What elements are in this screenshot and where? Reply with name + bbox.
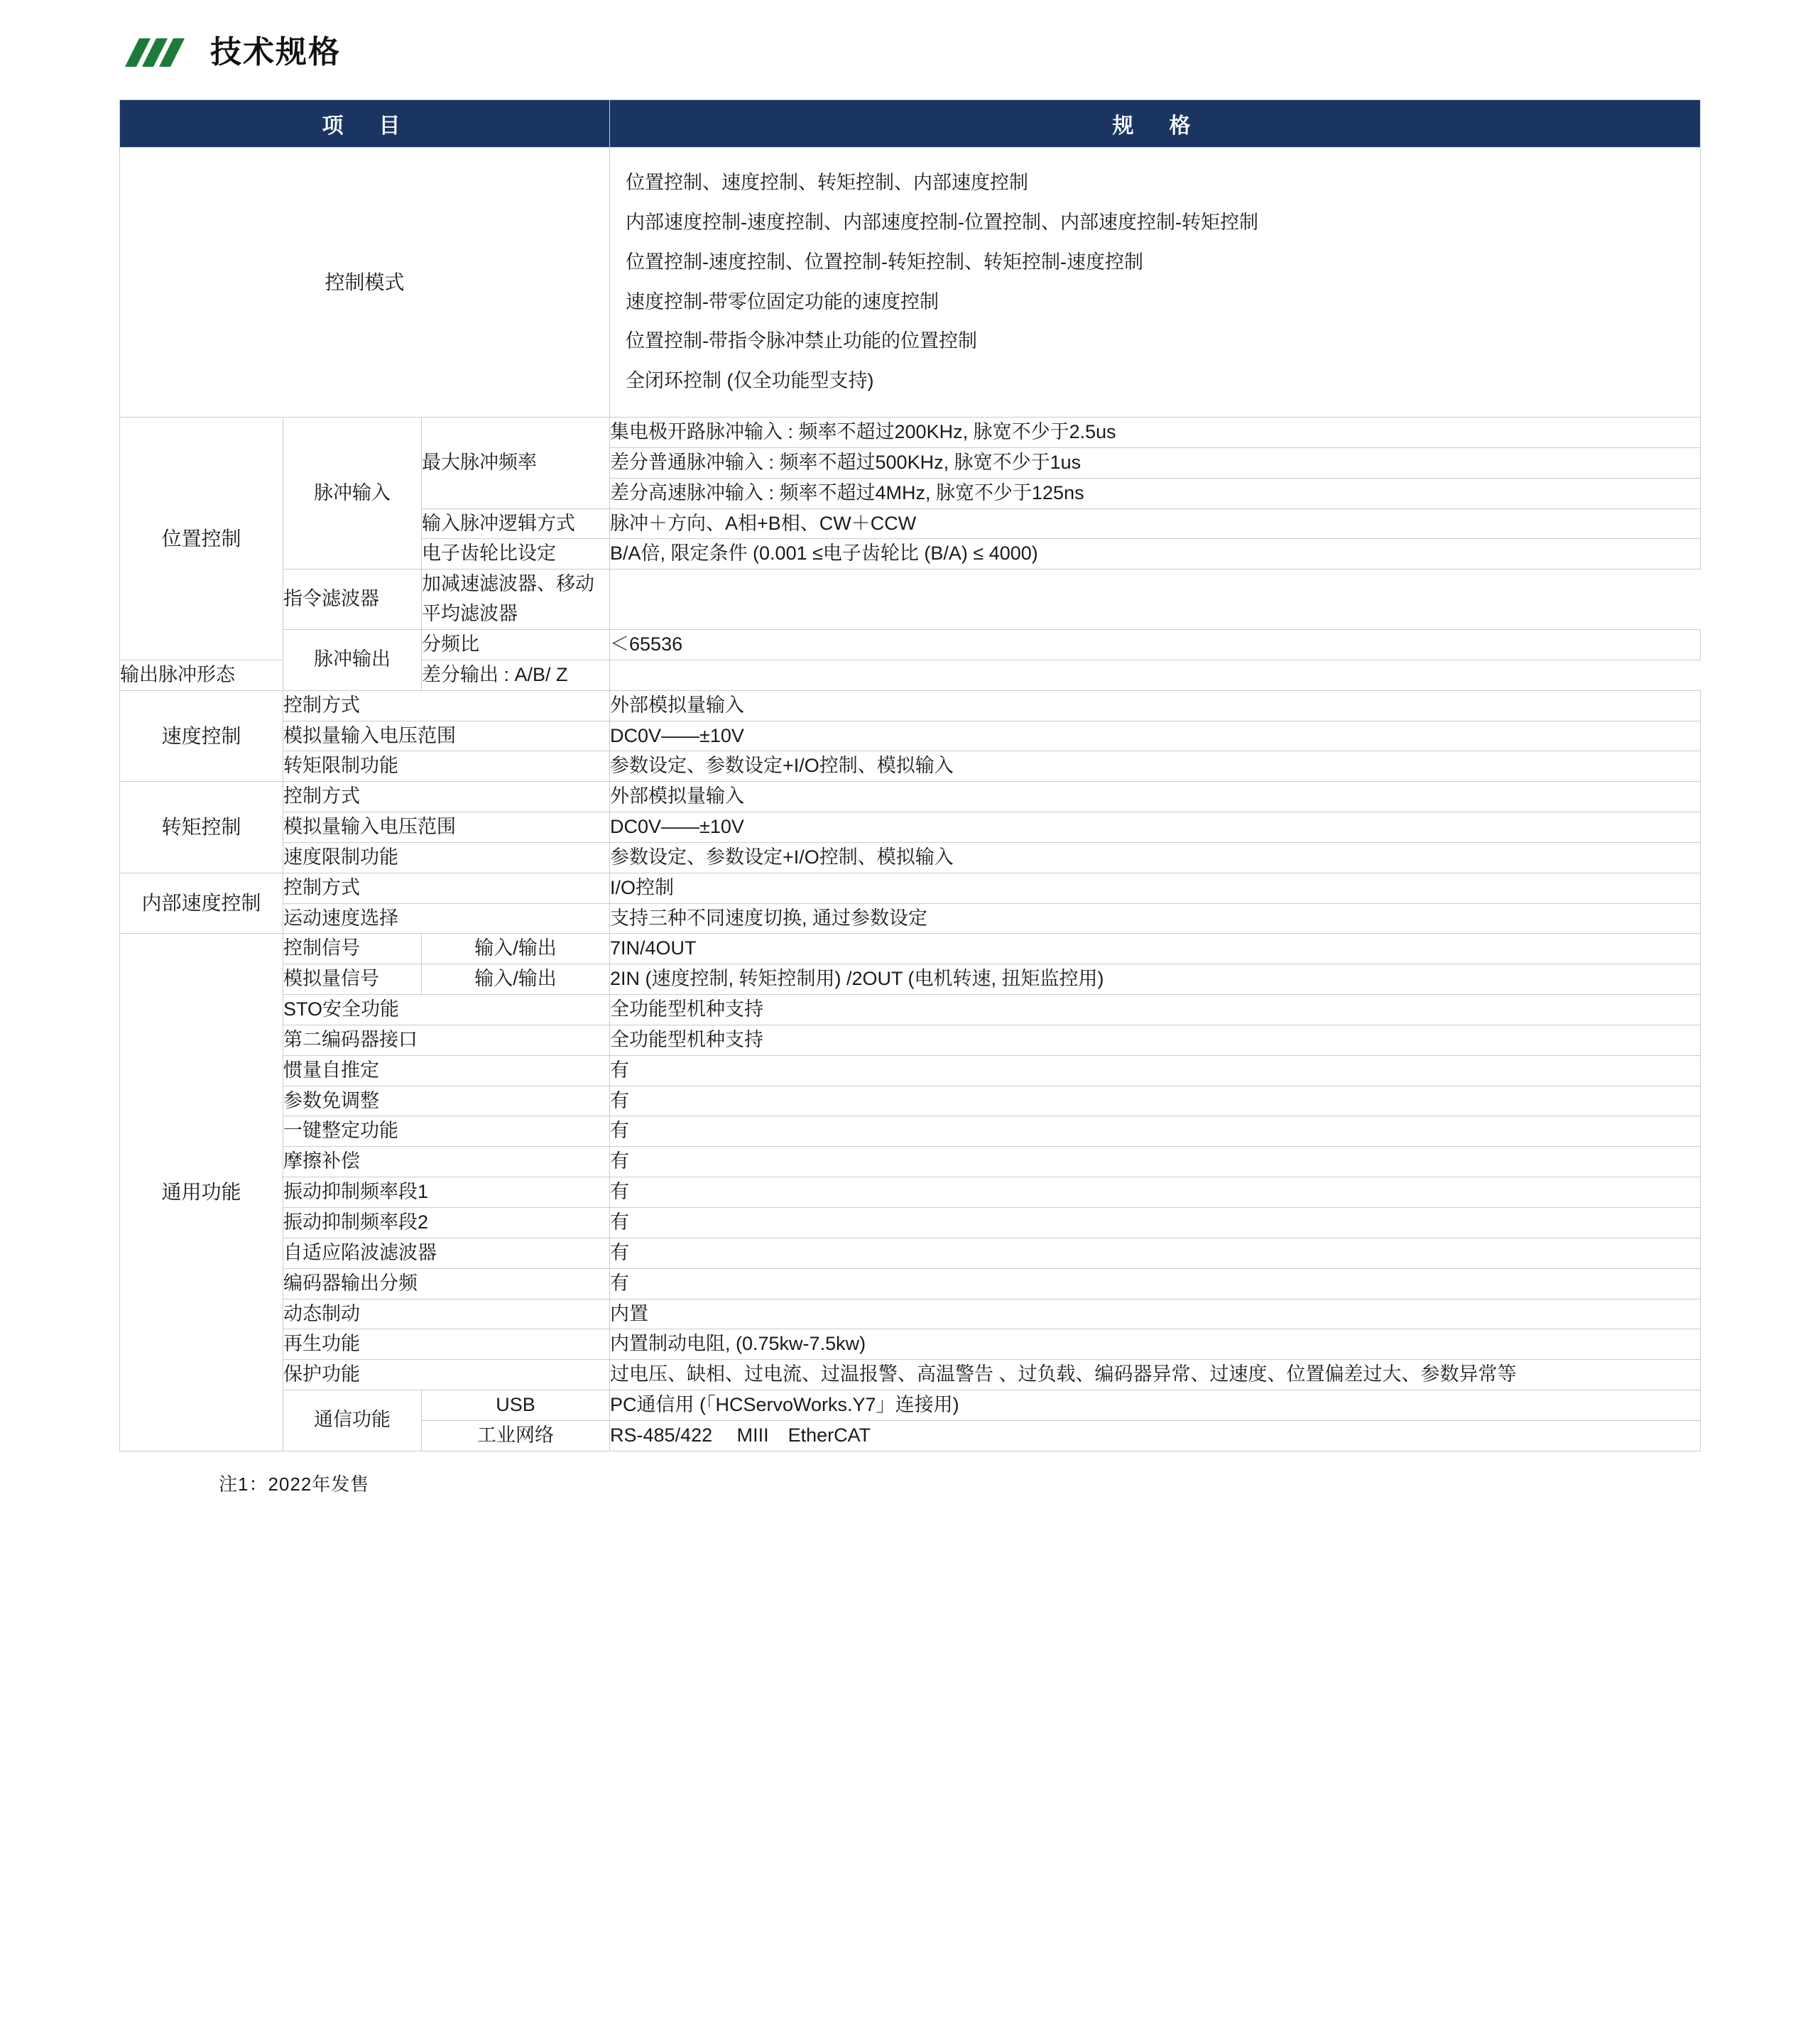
row-label-communication: 通信功能 [283, 1390, 422, 1451]
row-label-control-signal: 控制信号 [283, 934, 422, 964]
row-value-second-encoder: 全功能型机种支持 [610, 1025, 1701, 1055]
row-value-gear-ratio: B/A倍, 限定条件 (0.001 ≤电子齿轮比 (B/A) ≤ 4000) [610, 539, 1701, 570]
row-value-tuning-free: 有 [610, 1086, 1701, 1116]
row-value-speed-analog-range: DC0V——±10V [610, 721, 1701, 751]
control-mode-line: 位置控制-带指令脉冲禁止功能的位置控制 [626, 330, 978, 352]
column-header-spec: 规 格 [610, 100, 1701, 148]
row-label-cmd-filter: 指令滤波器 [283, 570, 422, 630]
table-row [120, 1360, 1701, 1390]
document-header [0, 0, 1820, 68]
row-value-industrial-network: RS-485/422 MIII EtherCAT [610, 1420, 1701, 1451]
row-label-pulse-input: 脉冲输入 [283, 418, 422, 570]
row-label-position-control: 位置控制 [120, 418, 283, 660]
table-row [120, 842, 1701, 873]
row-label-gear-ratio: 电子齿轮比设定 [422, 539, 610, 570]
row-label-torque-control: 转矩控制 [120, 782, 283, 873]
control-mode-line: 位置控制、速度控制、转矩控制、内部速度控制 [626, 172, 1029, 193]
table-row [120, 1390, 1701, 1421]
row-value-cmd-filter: 加减速滤波器、移动平均滤波器 [422, 570, 610, 630]
row-value-control-mode [610, 148, 1701, 418]
table-row [120, 1268, 1701, 1299]
table-row [120, 1208, 1701, 1238]
table-row [120, 903, 1701, 934]
row-value-inertia-estimate: 有 [610, 1055, 1701, 1086]
row-value-speed-limit: 参数设定、参数设定+I/O控制、模拟输入 [610, 842, 1701, 873]
row-label-motion-speed-select: 运动速度选择 [283, 903, 610, 934]
row-sub-control-signal-io: 输入/输出 [422, 934, 610, 964]
row-value-control-signal: 7IN/4OUT [610, 934, 1701, 964]
row-value-speed-ctrl-method: 外部模拟量输入 [610, 690, 1701, 721]
row-label-speed-analog-range: 模拟量输入电压范围 [283, 721, 610, 751]
column-header-item: 项 目 [120, 100, 610, 148]
row-value-internal-ctrl-method: I/O控制 [610, 873, 1701, 903]
row-label-vib-suppress-1: 振动抑制频率段1 [283, 1177, 610, 1208]
row-value-analog-signal: 2IN (速度控制, 转矩控制用) /2OUT (电机转速, 扭矩监控用) [610, 964, 1701, 995]
row-label-regeneration: 再生功能 [283, 1329, 610, 1360]
row-label-protection: 保护功能 [283, 1360, 610, 1390]
row-value-regeneration: 内置制动电阻, (0.75kw-7.5kw) [610, 1329, 1701, 1360]
table-row [120, 629, 1701, 660]
row-value-torque-analog-range: DC0V——±10V [610, 812, 1701, 843]
row-value-divider-ratio: ＜65536 [610, 629, 1701, 660]
row-value-dynamic-brake: 内置 [610, 1299, 1701, 1329]
row-label-max-pulse-freq: 最大脉冲频率 [422, 418, 610, 509]
row-label-dynamic-brake: 动态制动 [283, 1299, 610, 1329]
table-row [120, 751, 1701, 782]
row-label-speed-limit: 速度限制功能 [283, 842, 610, 873]
row-label-general-function: 通用功能 [120, 934, 283, 1451]
table-row [120, 1055, 1701, 1086]
control-mode-line: 内部速度控制-速度控制、内部速度控制-位置控制、内部速度控制-转矩控制 [626, 211, 1258, 233]
row-label-tuning-free: 参数免调整 [283, 1086, 610, 1116]
table-row [120, 782, 1701, 812]
row-value-sto: 全功能型机种支持 [610, 995, 1701, 1025]
table-row [120, 148, 1701, 418]
row-label-industrial-network: 工业网络 [422, 1420, 610, 1451]
table-row [120, 690, 1701, 721]
row-value-torque-limit: 参数设定、参数设定+I/O控制、模拟输入 [610, 751, 1701, 782]
row-sub-analog-signal-io: 输入/输出 [422, 964, 610, 995]
row-value-max-pulse-freq-2: 差分普通脉冲输入 : 频率不超过500KHz, 脉宽不少于1us [610, 447, 1701, 478]
row-label-internal-ctrl-method: 控制方式 [283, 873, 610, 903]
row-value-protection: 过电压、缺相、过电流、过温报警、高温警告 、过负载、编码器异常、过速度、位置偏差过大、参数异常等 [610, 1360, 1701, 1390]
table-row [120, 418, 1701, 448]
spec-table-container [119, 99, 1701, 1496]
row-label-encoder-output-div: 编码器输出分频 [283, 1268, 610, 1299]
table-row [120, 934, 1701, 964]
table-row [120, 873, 1701, 903]
row-label-sto: STO安全功能 [283, 995, 610, 1025]
table-row [120, 995, 1701, 1025]
page-title: 技术规格 [210, 35, 341, 70]
row-value-max-pulse-freq-1: 集电极开路脉冲输入 : 频率不超过200KHz, 脉宽不少于2.5us [610, 418, 1701, 448]
row-label-inertia-estimate: 惯量自推定 [283, 1055, 610, 1086]
table-row [120, 721, 1701, 751]
row-value-pulse-logic: 脉冲＋方向、A相+B相、CW＋CCW [610, 508, 1701, 539]
table-row [120, 1299, 1701, 1329]
row-label-torque-ctrl-method: 控制方式 [283, 782, 610, 812]
row-value-output-pulse-form: 差分输出 : A/B/ Z [422, 660, 610, 690]
control-mode-line: 位置控制-速度控制、位置控制-转矩控制、转矩控制-速度控制 [626, 251, 1143, 273]
row-label-one-key-tuning: 一键整定功能 [283, 1116, 610, 1147]
row-label-output-pulse-form: 输出脉冲形态 [120, 660, 283, 690]
table-row [120, 1238, 1701, 1268]
row-label-pulse-logic: 输入脉冲逻辑方式 [422, 508, 610, 539]
row-label-vib-suppress-2: 振动抑制频率段2 [283, 1208, 610, 1238]
row-label-pulse-output: 脉冲输出 [283, 629, 422, 690]
control-mode-line: 速度控制-带零位固定功能的速度控制 [626, 290, 939, 312]
footnote: 注1：2022年发售 [219, 1473, 370, 1495]
row-value-usb: PC通信用 (「HCServoWorks.Y7」连接用) [610, 1390, 1701, 1421]
row-value-torque-ctrl-method: 外部模拟量输入 [610, 782, 1701, 812]
row-label-speed-ctrl-method: 控制方式 [283, 690, 610, 721]
spec-table [119, 99, 1701, 1451]
row-value-vib-suppress-2: 有 [610, 1208, 1701, 1238]
control-mode-line: 全闭环控制 (仅全功能型支持) [626, 370, 874, 392]
table-row [120, 812, 1701, 843]
row-value-one-key-tuning: 有 [610, 1116, 1701, 1147]
row-label-adaptive-notch: 自适应陷波滤波器 [283, 1238, 610, 1268]
row-label-speed-control: 速度控制 [120, 690, 283, 782]
row-label-torque-analog-range: 模拟量输入电压范围 [283, 812, 610, 843]
row-label-usb: USB [422, 1390, 610, 1421]
table-header [120, 100, 1701, 148]
row-label-second-encoder: 第二编码器接口 [283, 1025, 610, 1055]
row-value-vib-suppress-1: 有 [610, 1177, 1701, 1208]
parallelogram-stripes-logo-icon [119, 34, 193, 71]
table-row [120, 570, 1701, 630]
table-row [120, 1025, 1701, 1055]
row-label-friction-comp: 摩擦补偿 [283, 1147, 610, 1177]
table-row [120, 1147, 1701, 1177]
row-value-adaptive-notch: 有 [610, 1238, 1701, 1268]
row-label-torque-limit: 转矩限制功能 [283, 751, 610, 782]
row-value-motion-speed-select: 支持三种不同速度切换, 通过参数设定 [610, 903, 1701, 934]
row-label-divider-ratio: 分频比 [422, 629, 610, 660]
row-value-friction-comp: 有 [610, 1147, 1701, 1177]
row-value-encoder-output-div: 有 [610, 1268, 1701, 1299]
row-label-control-mode: 控制模式 [120, 148, 610, 418]
table-row [120, 1329, 1701, 1360]
row-label-analog-signal: 模拟量信号 [283, 964, 422, 995]
row-value-max-pulse-freq-3: 差分高速脉冲输入 : 频率不超过4MHz, 脉宽不少于125ns [610, 478, 1701, 508]
row-label-internal-speed-control: 内部速度控制 [120, 873, 283, 934]
table-row [120, 1116, 1701, 1147]
table-row [120, 1086, 1701, 1116]
table-row [120, 1177, 1701, 1208]
table-row [120, 964, 1701, 995]
